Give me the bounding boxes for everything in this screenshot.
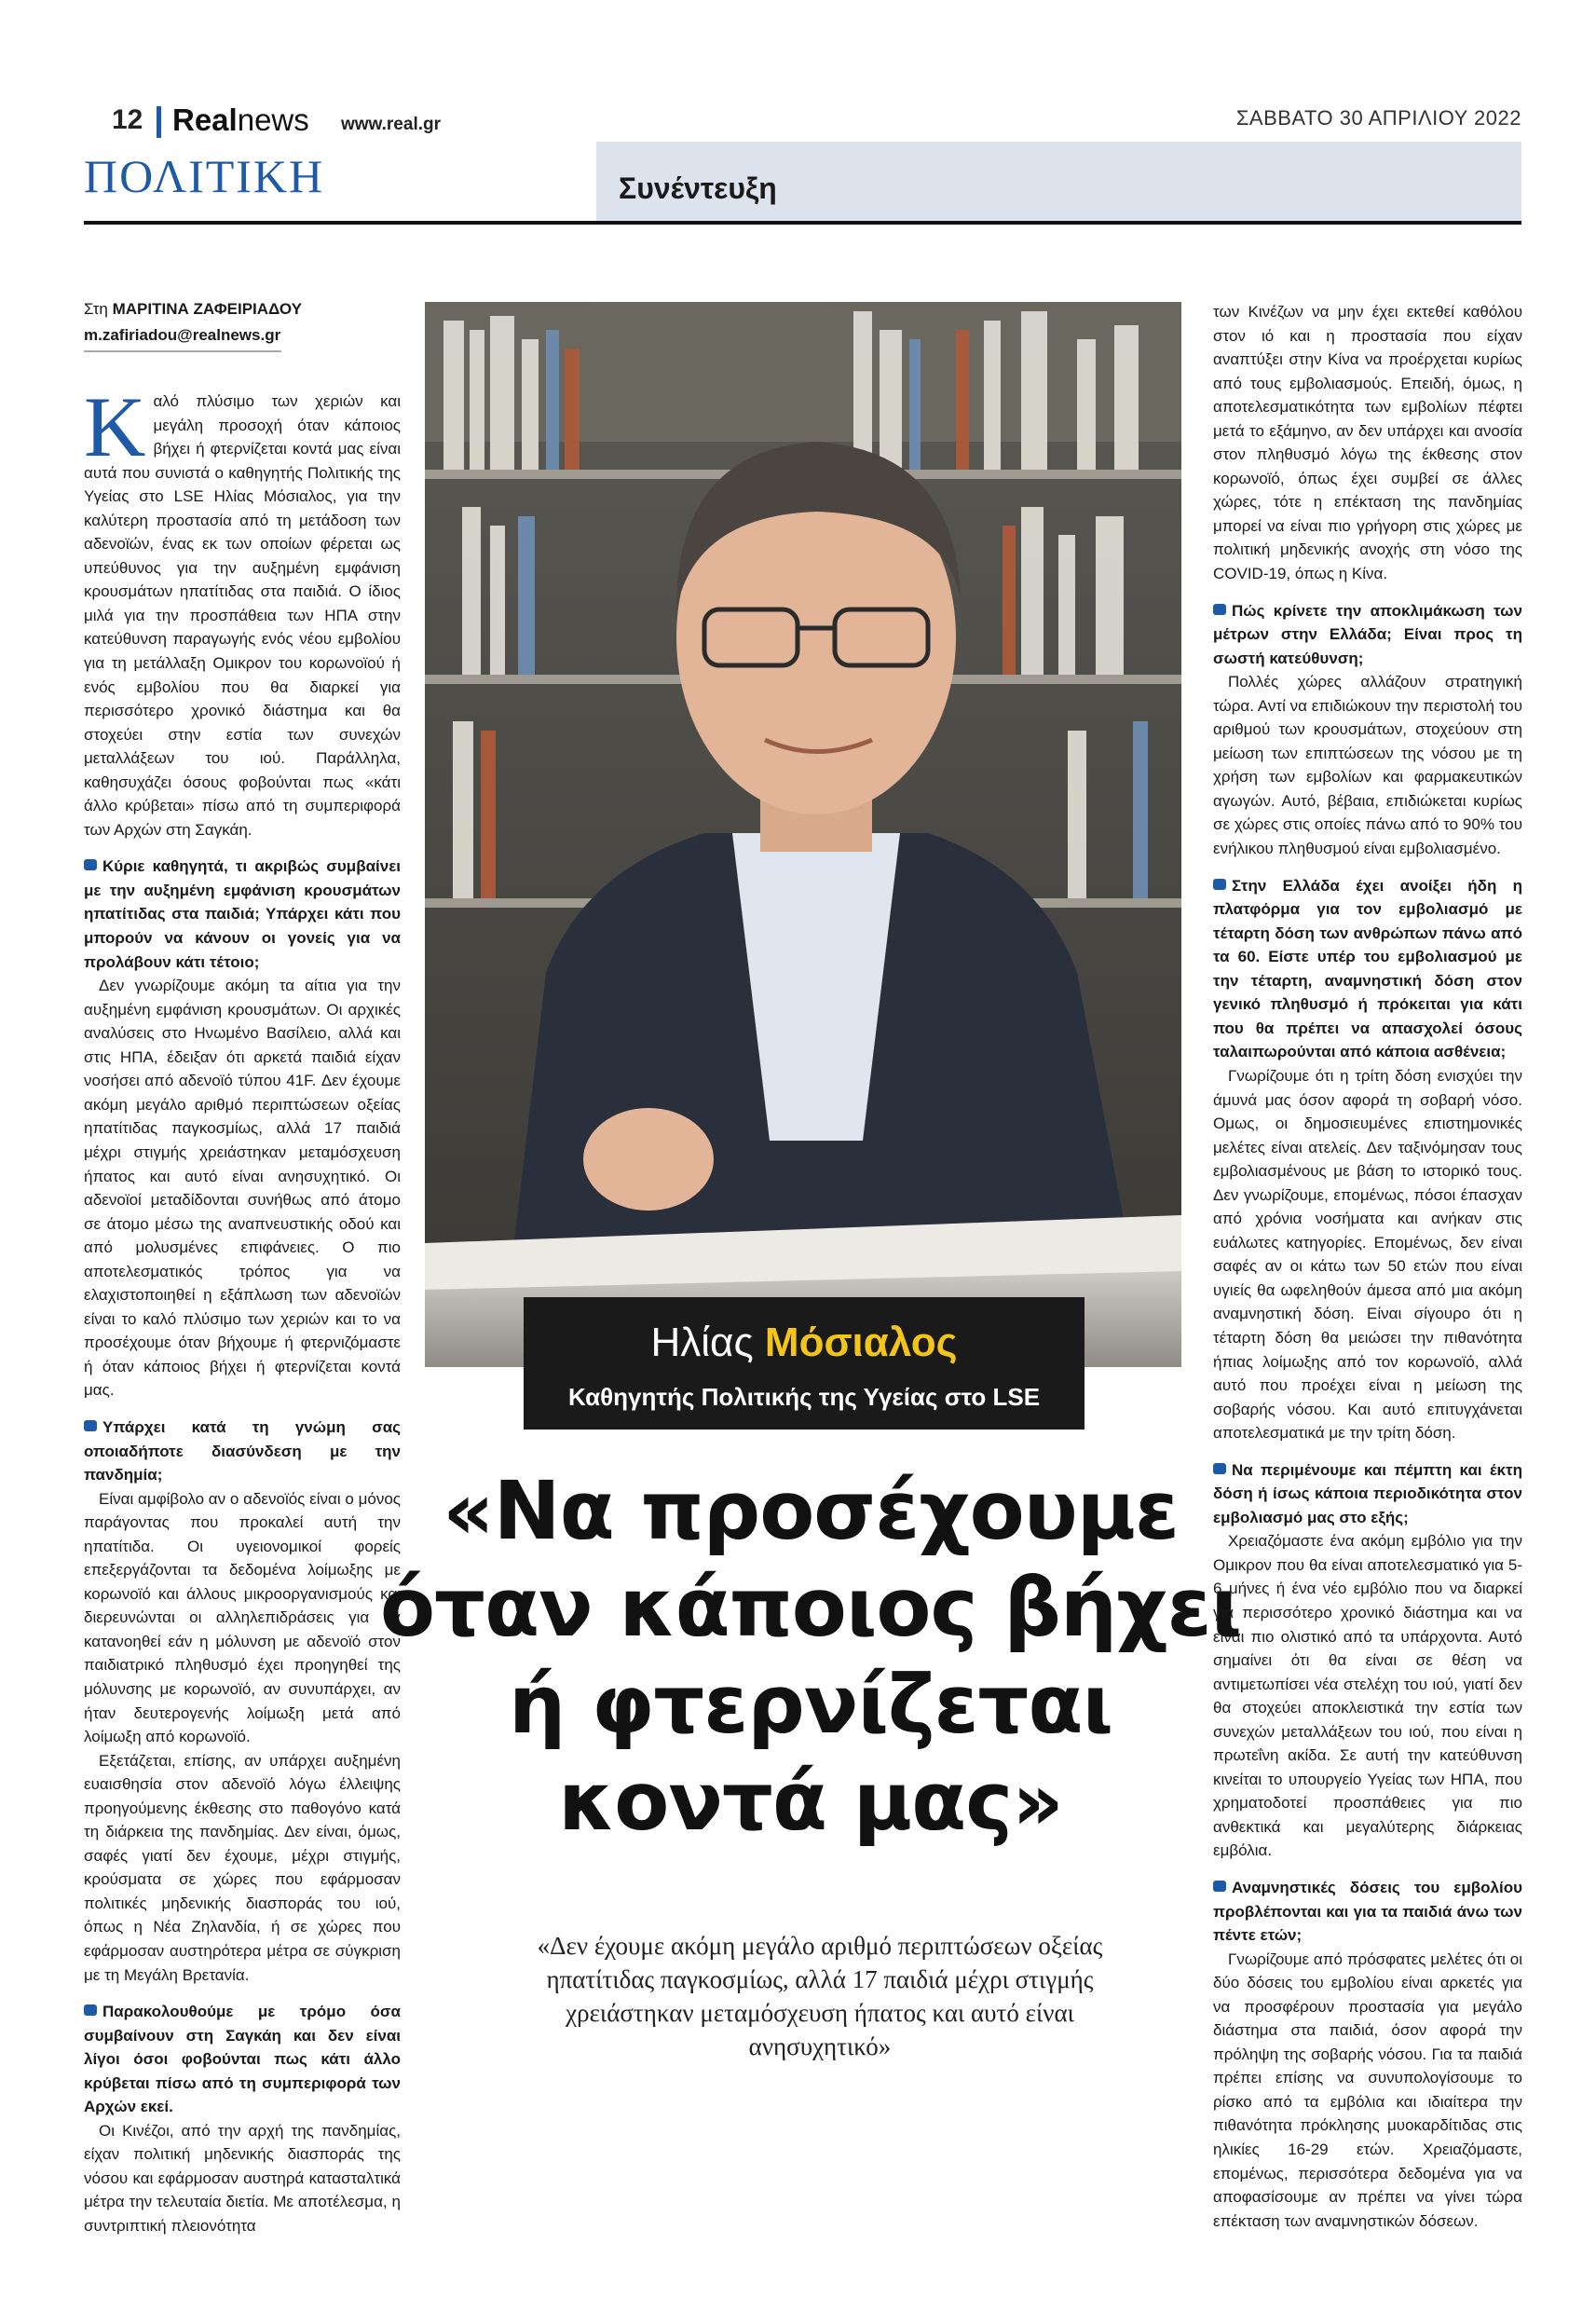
drop-cap: Κ xyxy=(84,379,146,474)
byline-label: Στη xyxy=(84,300,108,318)
pull-quote: «Δεν έχουμε ακόμη μεγάλο αριθμό περιπτώσεων οξείας ηπατίτιδας παγκοσμίως, αλλά 17 παιδιά μέχρι στιγμής χρειάστηκαν μεταμόσχευση ήπατος και αυτό είναι ανησυχητικό» xyxy=(537,1932,1103,2060)
question-marker-icon xyxy=(84,859,97,870)
answer-3a: Οι Κινέζοι, από την αρχή της πανδημίας, είχαν πολιτική μηδενικής διασποράς της νόσου και εφάρμοσαν αυστηρά κατασταλτικά μέτρα την τελευταία διετία. Με αποτέλεσμα, η συντριπτική πλειονότητα xyxy=(84,2121,401,2236)
question-marker-icon xyxy=(1213,879,1226,890)
lead-paragraph xyxy=(84,379,401,841)
section-title: ΠΟΛΙΤΙΚΗ xyxy=(84,150,325,202)
question-5 xyxy=(1213,874,1522,1064)
headline: «Να προσέχουμε όταν κάποιος βήχει ή φτερνίζεται κοντά μας» xyxy=(379,1465,1241,1849)
answer-2a: Είναι αμφίβολο αν ο αδενοϊός είναι ο μόνος παράγοντας που προκαλεί αυτή την ηπατίτιδα. Οι υγειονομικοί φορείς επεξεργάζονται τα δεδομένα λοίμωξης με κορωνοϊό και άλλους μικροοργανισμούς και διερευνώνται οι αλληλεπιδράσεις για να κατανοηθεί εάν η μόλυνση με αδενοϊό στον παιδιατρικό πληθυσμό έχει προηγηθεί της μόλυνσης με κορωνοϊό, αν συνυπάρχει, αν ήταν δευτερογενής λοίμωξη μετά από λοίμωξη από κορωνοϊό. xyxy=(84,1489,401,1746)
question-text: Υπάρχει κατά τη γνώμη σας οποιαδήποτε διασύνδεση με την πανδημία; xyxy=(84,1417,401,1484)
interviewee-first-name: Ηλίας xyxy=(650,1320,754,1365)
question-4 xyxy=(1213,599,1522,671)
question-marker-icon xyxy=(84,2004,97,2016)
byline-rule xyxy=(84,350,281,352)
answer-1: Δεν γνωρίζουμε ακόμη τα αίτια για την αυξημένη εμφάνιση κρουσμάτων. Οι αρχικές αναλύσεις στο Ηνωμένο Βασίλειο, αλλά και στις ΗΠΑ, έδειξαν ότι αρκετά παιδιά είχαν νοσήσει από αδενοϊό τύπου 41F. Δεν έχουμε ακόμη μεγάλο αριθμό περιπτώσεων οξείας ηπατίτιδας παγκοσμίως, αλλά 17 παιδιά μέχρι στιγμής χρειάστηκαν μεταμόσχευση ήπατος και αυτό είναι ανησυχητικό. Οι αδενοϊοί μεταδίδονται συνήθως από άτομο σε άτομο μέσω της αναπνευστικής οδού και από μολυσμένες επιφάνειες. Ο πιο αποτελεσματικός τρόπος για να ελαχιστοποιηθεί η εξάπλωση των αδενοϊών είναι το καλό πλύσιμο των χεριών και το να προσέχουμε όταν βήχουμε ή φτερνιζόμαστε ή όταν κάποιος βήχει ή φτερνίζεται κοντά μας. xyxy=(84,977,401,1400)
question-3 xyxy=(84,2000,401,2119)
question-text: Να περιμένουμε και πέμπτη και έκτη δόση ή ίσως κάποια περιοδικότητα στον εμβολιασμό μας στο εξής; xyxy=(1213,1460,1522,1526)
question-7 xyxy=(1213,1876,1522,1948)
answer-2b: Εξετάζεται, επίσης, αν υπάρχει αυξημένη ευαισθησία στον αδενοϊό λόγω έλλειψης προηγούμενης έκθεσης στο παθογόνο κατά τη διάρκεια της πανδημίας. Δεν είναι, όμως, σαφές γιατί δεν έχουμε, μέχρι στιγμής, κρούσματα σε χώρες που εφάρμοσαν πολιτικές μηδενικής διασποράς του ιού, όπως η Νέα Ζηλανδία, ή σε χώρες που εφάρμοσαν αυστηρότερα μέτρα σε σύγκριση με τη Μεγάλη Βρετανία. xyxy=(84,1751,401,1984)
question-marker-icon xyxy=(84,1420,97,1431)
question-marker-icon xyxy=(1213,1463,1226,1474)
question-marker-icon xyxy=(1213,1881,1226,1892)
portrait-photo xyxy=(425,302,1181,1367)
byline-author: ΜΑΡΙΤΙΝΑ ΖΑΦΕΙΡΙΑΔΟΥ xyxy=(112,300,302,318)
question-text: Πώς κρίνετε την αποκλιμάκωση των μέτρων στην Ελλάδα; Είναι προς τη σωστή κατεύθυνση; xyxy=(1213,601,1522,667)
brand-light: news xyxy=(237,103,309,137)
answer-3b: των Κινέζων να μην έχει εκτεθεί καθόλου στον ιό και η προστασία που είχαν αναπτύξει στην Κίνα να προέρχεται κυρίως από τους εμβολιασμούς. Επειδή, όμως, η αποτελεσματικότητα των εμβολίων πέφτει μετά το εξάμηνο, αν δεν υπάρχει και ανοσία στον πληθυσμό λόγω της έκθεσης στον κορωνοϊό, όπως έχει συμβεί σε άλλες χώρες, τότε η επέκταση της πανδημίας μπορεί να είναι πιο γρήγορη στις χώρες με πολιτική μηδενικής ανοχής στη νόσο της COVID-19, όπως η Κίνα. xyxy=(1213,303,1522,583)
page-number: 12 xyxy=(112,104,143,135)
page-number-divider xyxy=(157,106,161,138)
article-column-left xyxy=(84,379,401,2238)
brand-url: www.real.gr xyxy=(341,115,441,134)
rubric-label: Συνέντευξη xyxy=(619,171,777,205)
author-email: m.zafiriadou@realnews.gr xyxy=(84,326,281,344)
question-text: Κύριε καθηγητά, τι ακριβώς συμβαίνει με την αυξημένη εμφάνιση κρουσμάτων ηπατίτιδας στα παιδιά; Υπάρχει κάτι που μπορούν να κάνουν οι γονείς για να προλάβουν κάτι τέτοιο; xyxy=(84,857,401,971)
article-column-right xyxy=(1213,300,1522,2233)
byline xyxy=(84,300,302,319)
issue-date: ΣΑΒΒΑΤΟ 30 ΑΠΡΙΛΙΟΥ 2022 xyxy=(1235,106,1521,130)
brand-logo xyxy=(172,103,309,138)
question-2 xyxy=(84,1416,401,1487)
answer-5: Γνωρίζουμε ότι η τρίτη δόση ενισχύει την άμυνά μας όσον αφορά τη σοβαρή νόσο. Ομως, οι δημοσιευμένες επιστημονικές μελέτες είναι ατελείς. Δεν ταξινόμησαν τους εμβολιασμένους με βάση το ιστορικό τους. Δεν γνωρίζουμε, επομένως, πόσοι έπασχαν από χρόνια νοσήματα και ανήκαν στις ευάλωτες κατηγορίες. Επομένως, δεν είναι σαφές αν οι κάτω των 50 ετών που είναι υγιείς θα ωφεληθούν άμεσα από μια ακόμη αναμνηστική δόση. Είναι σίγουρο ότι η τέταρτη δόση θα μειώσει την πιθανότητα ήπιας λοίμωξης από τον κορωνοϊό, αλλά αυτό που προέχει είναι η μείωση της σοβαρής νόσου. Και αυτό επιτυγχάνεται αποτελεσματικά με την τρίτη δόση. xyxy=(1213,1066,1522,1443)
interviewee-title: Καθηγητής Πολιτικής της Υγείας στο LSE xyxy=(567,1383,1041,1411)
question-text: Παρακολουθούμε με τρόμο όσα συμβαίνουν στη Σαγκάη και δεν είναι λίγοι όσοι φοβούνται πως κάτι άλλο κρύβεται πίσω από τη συμπεριφορά των Αρχών εκεί. xyxy=(84,2003,401,2116)
answer-6: Χρειαζόμαστε ένα ακόμη εμβόλιο για την Ομικρον που θα είναι αποτελεσματικό για 5-6 μήνες ή ένα νέο εμβόλιο που να διαρκεί για περισσότερο χρονικό διάστημα και να είναι πιο ολιστικό από τα υπάρχοντα. Αυτό σημαίνει ότι θα είναι σε θέση να αντιμετωπίσει νέα στελέχη του ιού, γιατί δεν θα στοχεύει αποκλειστικά την εστία των συνεχών μεταλλάξεων του ιού, που είναι η πρωτεΐνη ακίδα. Σε αυτή την κατεύθυνση κινείται το υπουργείο Υγείας των ΗΠΑ, που χρηματοδοτεί προσπάθειες για πιο ανθεκτικά και μεγαλύτερης διάρκειας εμβόλια. xyxy=(1213,1532,1522,1860)
answer-7: Γνωρίζουμε από πρόσφατες μελέτες ότι οι δύο δόσεις του εμβολίου είναι αρκετές για να προσφέρουν προστασία για μεγάλο διάστημα στα παιδιά, όσον αφορά την πρόληψη της σοβαρής νόσου. Για τα παιδιά πρέπει επίσης να συνυπολογίσουμε το ρίσκο από τα εμβόλια και ιδιαίτερα την πιθανότητα πρόκλησης μυοκαρδίτιδας στις ηλικίες 16-29 ετών. Χρειαζόμαστε, επομένως, περισσότερα δεδομένα για να αποφασίσουμε αν πρέπει να γίνει τώρα επέκταση των αναμνηστικών δόσεων. xyxy=(1213,1949,1522,2230)
question-6 xyxy=(1213,1458,1522,1530)
question-marker-icon xyxy=(1213,604,1226,615)
lead-text: αλό πλύσιμο των χεριών και μεγάλη προσοχή όταν κάποιος βήχει ή φτερνίζεται κοντά μας είναι αυτά που συνιστά ο καθηγητής Πολιτικής της Υγείας στο LSE Ηλίας Μόσιαλος, για την καλύτερη προστασία από τη μετάδοση των αδενοϊών, ένας εκ των οποίων φέρεται ως υπεύθυνος για την αυξημένη εμφάνιση κρουσμάτων ηπατίτιδας στα παιδιά. Ο ίδιος μιλά για την προσπάθεια των ΗΠΑ στην κατεύθυνση παραγωγής ενός νέου εμβολίου για τη μετάλλαξη Ομικρον του κορωνοϊού ή ενός εμβολίου που θα διαρκεί για περισσότερο χρονικό διάστημα και θα στοχεύει στην εστία των συνεχών μεταλλάξεων του ιού. Παράλληλα, καθησυχάζει όσους φοβούνται πως «κάτι άλλο κρύβεται» πίσω από τη συμπεριφορά των Αρχών στη Σαγκάη. xyxy=(84,392,401,839)
answer-4: Πολλές χώρες αλλάζουν στρατηγική τώρα. Αντί να επιδιώκουν την περιστολή του αριθμού των κρουσμάτων, στοχεύουν στη μείωση των επιπτώσεων της νόσου με τη χρήση των εμβολίων και φαρμακευτικών αγωγών. Αυτό, βέβαια, επιδιώκεται κυρίως σε χώρες στις οποίες πάνω από το 90% του ενήλικου πληθυσμού είναι εμβολιασμένο. xyxy=(1213,673,1522,858)
interviewee-name xyxy=(524,1320,1084,1366)
brand-bold: Real xyxy=(172,103,238,137)
interviewee-last-name: Μόσιαλος xyxy=(764,1320,958,1365)
question-1 xyxy=(84,855,401,974)
header-rule xyxy=(84,221,1521,225)
question-text: Αναμνηστικές δόσεις του εμβολίου προβλέπονται και για τα παιδιά άνω των πέντε ετών; xyxy=(1213,1879,1522,1945)
question-text: Στην Ελλάδα έχει ανοίξει ήδη η πλατφόρμα για τον εμβολιασμό με τέταρτη δόση των ανθρώπων πάνω από τα 60. Είστε υπέρ του εμβολιασμού με την τέταρτη, αναμνηστική δόση στον γενικό πληθυσμό ή πρόκειται για κάτι που θα πρέπει να απασχολεί όσους ταλαιπωρούνται από κάποια ασθένεια; xyxy=(1213,876,1522,1061)
